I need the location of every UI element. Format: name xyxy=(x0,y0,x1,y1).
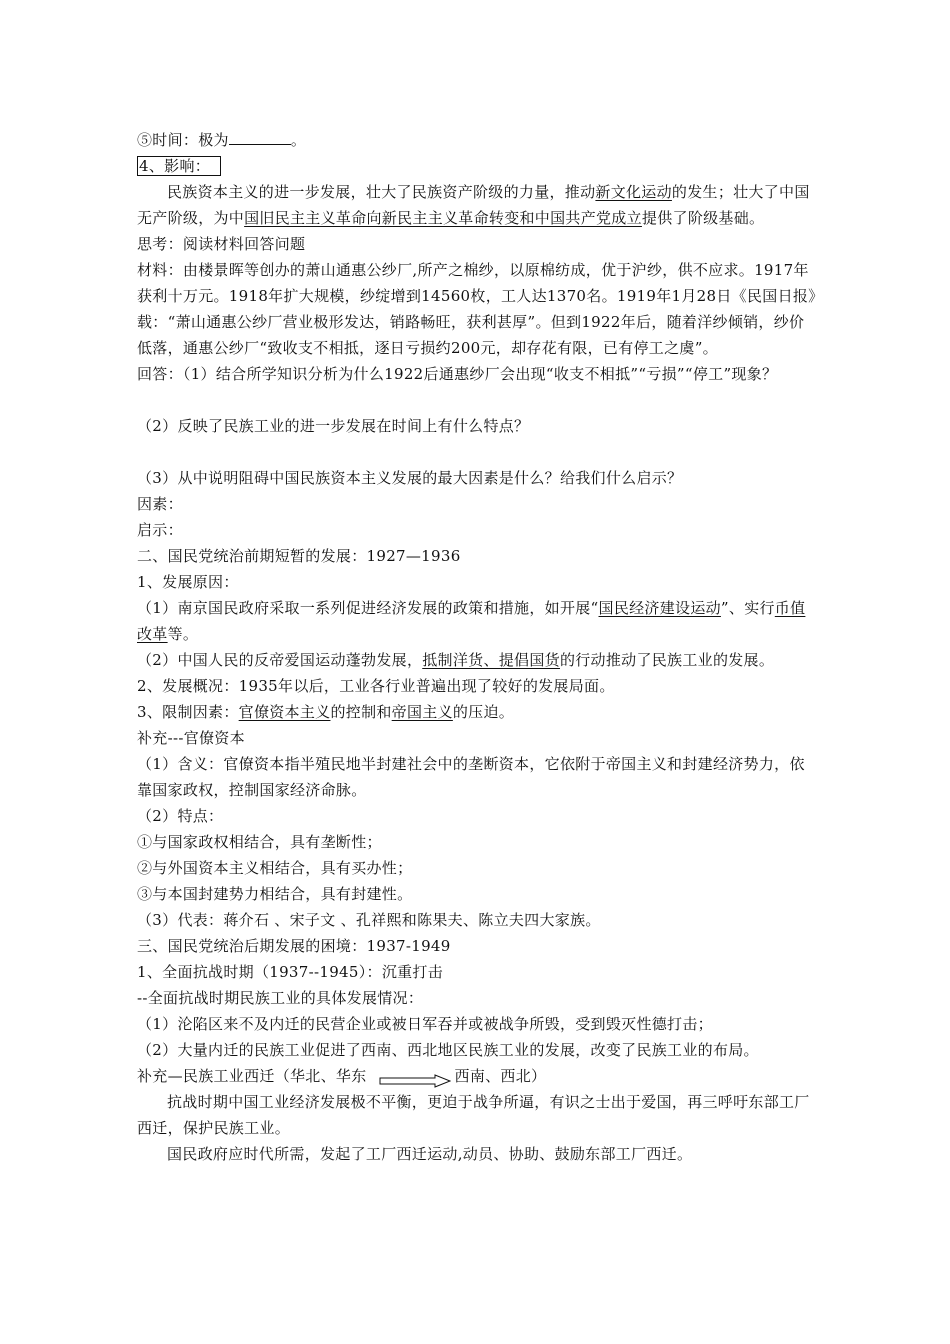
war-period-heading: 1、全面抗战时期（1937--1945）：沉重打击 xyxy=(137,963,444,981)
influence-text-1: 民族资本主义的进一步发展，壮大了民族资产阶级的力量，推动 xyxy=(167,183,596,201)
time-line xyxy=(137,127,819,153)
question-3: （3）从中说明阻碍中国民族资本主义发展的最大因素是什么？给我们什么启示？ xyxy=(137,469,683,487)
limiting-text-1: 3、限制因素： xyxy=(137,703,239,721)
migration-to: 西南、西北） xyxy=(454,1067,547,1085)
inspiration-label: 启示： xyxy=(137,521,183,539)
currency-reform-underline: 币值改革 xyxy=(137,599,806,643)
westward-paragraph-1: 抗战时期中国工业经济发展极不平衡，更迫于战争所逼，有识之士出于爱国，再三呼吁东部工厂西迁，保护民族工业。 xyxy=(137,1093,810,1137)
reason-1-text-2: ”、实行 xyxy=(720,599,775,617)
migration-from: 补充—民族工业西迁（华北、华东 xyxy=(137,1067,367,1085)
answer-space xyxy=(137,439,819,465)
influence-text-2: 的发生；壮大了中国无产阶级，为中 xyxy=(137,183,810,227)
influence-heading xyxy=(137,153,819,179)
reason-1-text-3: 等。 xyxy=(167,625,199,643)
westward-migration-line xyxy=(137,1063,819,1089)
new-culture-movement-underline: 新文化运动 xyxy=(595,183,672,201)
reason-1 xyxy=(137,595,819,647)
development-reason-heading: 1、发展原因： xyxy=(137,573,239,591)
reason-2 xyxy=(137,647,819,673)
answer-space xyxy=(137,387,819,413)
fill-blank xyxy=(229,130,291,145)
feature-3: ③与本国封建势力相结合，具有封建性。 xyxy=(137,885,413,903)
factor-label: 因素： xyxy=(137,495,183,513)
limiting-factors xyxy=(137,699,819,725)
feature-1: ①与国家政权相结合，具有垄断性； xyxy=(137,833,382,851)
representatives: （3）代表：蒋介石 、宋子文 、孔祥熙和陈果夫、陈立夫四大家族。 xyxy=(137,911,601,929)
development-overview: 2、发展概况：1935年以后，工业各行业普遍出现了较好的发展局面。 xyxy=(137,677,615,695)
war-situation-1: （1）沦陷区来不及内迁的民营企业或被日军吞并或被战争所毁，受到毁灭性德打击； xyxy=(137,1015,713,1033)
time-text: ⑤时间：极为 xyxy=(137,131,229,149)
section-3-heading: 三、国民党统治后期发展的困境：1937-1949 xyxy=(137,937,451,955)
reason-2-text-2: 的行动推动了民族工业的发展。 xyxy=(559,651,775,669)
time-end: 。 xyxy=(290,131,307,149)
reason-1-text-1: （1）南京国民政府采取一系列促进经济发展的政策和措施，如开展“ xyxy=(137,599,599,617)
war-situation-heading: --全面抗战时期民族工业的具体发展情况： xyxy=(137,989,424,1007)
influence-text-3: 提供了阶级基础。 xyxy=(641,209,765,227)
features-heading: （2）特点： xyxy=(137,807,224,825)
right-arrow-icon xyxy=(379,1070,451,1084)
limiting-text-3: 的压迫。 xyxy=(452,703,515,721)
limiting-text-2: 的控制和 xyxy=(330,703,392,721)
revolution-transition-underline: 国旧民主主义革命向新民主主义革命转变和中国共产党成立 xyxy=(244,209,642,227)
reason-2-text-1: （2）中国人民的反帝爱国运动蓬勃发展， xyxy=(137,651,423,669)
boycott-underline: 抵制洋货、提倡国货 xyxy=(422,651,560,669)
document-body xyxy=(137,127,819,1167)
imperialism-underline: 帝国主义 xyxy=(391,703,453,721)
section-2-heading: 二、国民党统治前期短暂的发展：1927—1936 xyxy=(137,547,461,565)
feature-2: ②与外国资本主义相结合，具有买办性； xyxy=(137,859,413,877)
westward-paragraph-2: 国民政府应时代所需，发起了工厂西迁运动,动员、协助、鼓励东部工厂西迁。 xyxy=(167,1145,693,1163)
bureaucratic-capitalism-underline: 官僚资本主义 xyxy=(238,703,331,721)
material-paragraph: 材料：由楼景晖等创办的萧山通惠公纱厂,所产之棉纱，以原棉纺成，优于沪纱，供不应求。1917年获利十万元。1918年扩大规模，纱绽增到14560枚，工人达1370名。1919年1月28日《民国日报》载：“萧山通惠公纱厂营业极形发达，销路畅旺，获利甚厚”。但到1922年后，随着洋纱倾销，纱价低落，通惠公纱厂“致收支不相抵，逐日亏损约200元，却存花有限，已有停工之虞”。 xyxy=(137,261,816,357)
economic-construction-underline: 国民经济建设运动 xyxy=(598,599,721,617)
war-situation-2: （2）大量内迁的民族工业促进了西南、西北地区民族工业的发展，改变了民族工业的布局。 xyxy=(137,1041,759,1059)
question-1: 回答：（1）结合所学知识分析为什么1922后通惠纱厂会出现“收支不相抵”“亏损”“停工”现象？ xyxy=(137,365,778,383)
think-heading: 思考：阅读材料回答问题 xyxy=(137,235,306,253)
supplement-heading: 补充---官僚资本 xyxy=(137,729,245,747)
question-2: （2）反映了民族工业的进一步发展在时间上有什么特点？ xyxy=(137,417,530,435)
influence-heading-box: 4、影响： xyxy=(137,156,221,176)
influence-paragraph xyxy=(137,179,819,231)
definition-paragraph: （1）含义：官僚资本指半殖民地半封建社会中的垄断资本，它依附于帝国主义和封建经济势力，依靠国家政权，控制国家经济命脉。 xyxy=(137,755,805,799)
